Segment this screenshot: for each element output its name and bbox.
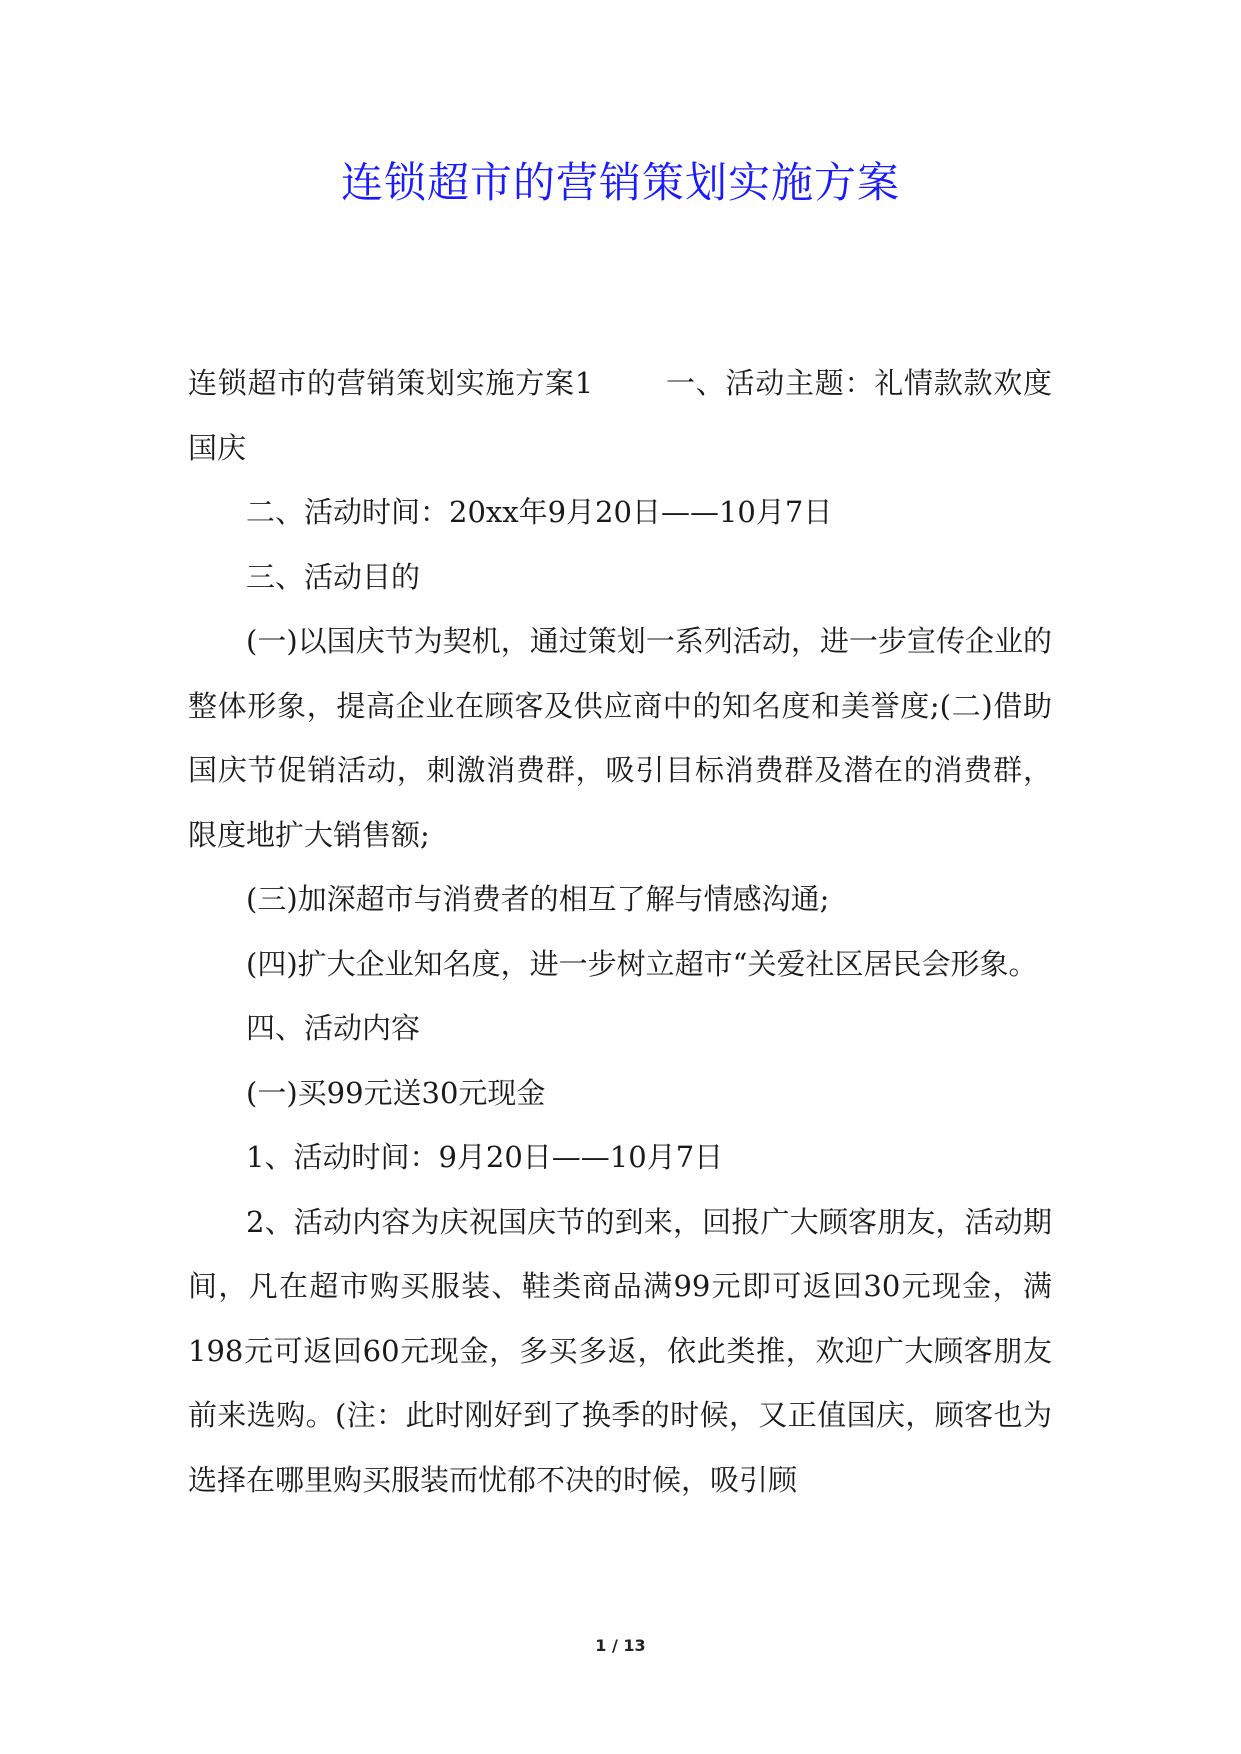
page-number: 1 / 13 bbox=[595, 1636, 646, 1655]
section-heading: 连锁超市的营销策划实施方案1 bbox=[188, 366, 594, 400]
paragraph: 三、活动目的 bbox=[246, 559, 421, 594]
paragraph: (一)买99元送30元现金 bbox=[246, 1075, 546, 1110]
paragraph: 1、活动时间：9月20日——10月7日 bbox=[246, 1140, 724, 1174]
paragraph: 2、活动内容为庆祝国庆节的到来，回报广大顾客朋友，活动期间，凡在超市购买服装、鞋类商品满99元即可返回30元现金，满198元可返回60元现金，多买多返，依此类推，欢迎广大顾客朋友前来选购。(注：此时刚好到了换季的时候，又正值国庆，顾客也为选择在哪里购买服装而忧郁不决的时候，吸引顾 bbox=[188, 1204, 1052, 1497]
paragraph: 二、活动时间：20xx年9月20日——10月7日 bbox=[246, 495, 833, 529]
paragraph: (一)以国庆节为契机，通过策划一系列活动，进一步宣传企业的整体形象，提高企业在顾客及供应商中的知名度和美誉度;(二)借助国庆节促销活动，刺激消费群，吸引目标消费群及潜在的消费群，限度地扩大销售额; bbox=[188, 624, 1052, 852]
activity-theme: 一、活动主题：礼情款款欢度国庆 bbox=[188, 366, 1052, 465]
paragraph: 四、活动内容 bbox=[246, 1011, 421, 1045]
paragraph: (四)扩大企业知名度，进一步树立超市“关爱社区居民会形象。 bbox=[246, 946, 1038, 981]
paragraph-intro bbox=[188, 351, 1052, 480]
document-body bbox=[188, 351, 1052, 1512]
document-title: 连锁超市的营销策划实施方案 bbox=[340, 158, 900, 207]
paragraph: (三)加深超市与消费者的相互了解与情感沟通; bbox=[246, 882, 830, 916]
